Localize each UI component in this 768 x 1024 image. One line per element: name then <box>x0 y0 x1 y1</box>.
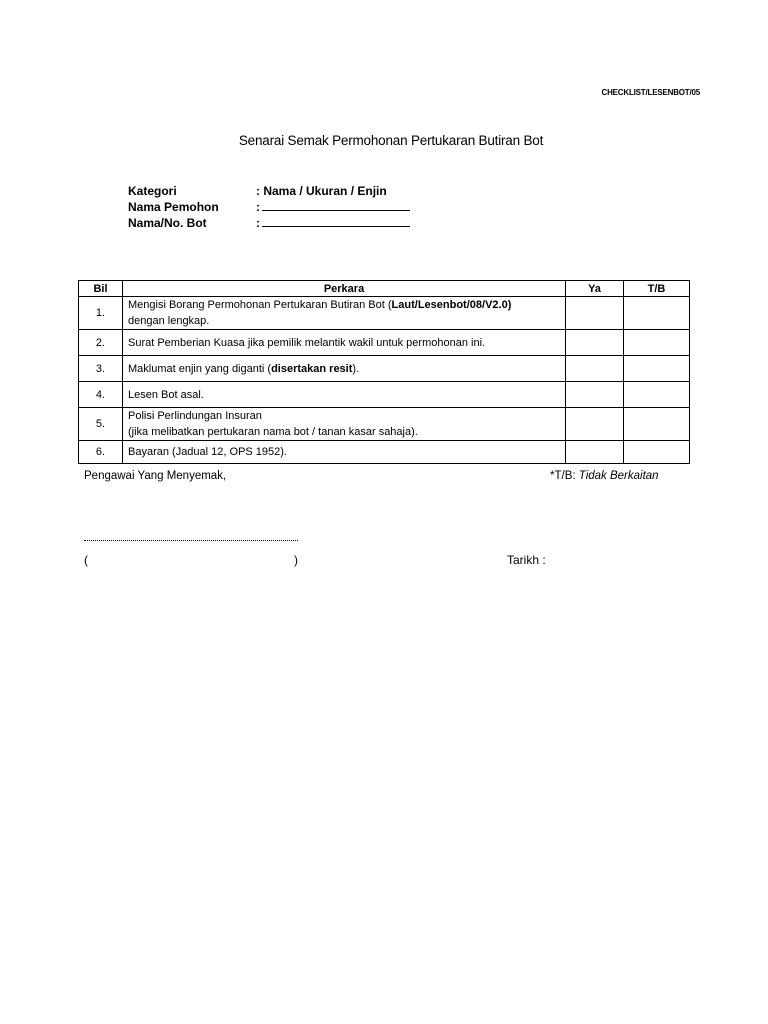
tb-footnote-prefix: *T/B: <box>550 470 579 482</box>
table-row <box>79 408 690 441</box>
row-perkara <box>123 297 566 330</box>
row-ya-checkbox[interactable] <box>566 382 624 408</box>
document-code: CHECKLIST/LESENBOT/05 <box>601 88 700 97</box>
checklist-table <box>78 280 690 464</box>
page-title: Senarai Semak Permohonan Pertukaran Butiran Bot <box>238 133 544 148</box>
row-tb-checkbox[interactable] <box>624 297 690 330</box>
nama-pemohon-field[interactable] <box>256 199 410 215</box>
info-row-nama-bot <box>128 215 410 231</box>
table-row <box>79 382 690 408</box>
row-perkara: Surat Pemberian Kuasa jika pemilik melantik wakil untuk permohonan ini. <box>123 330 566 356</box>
row-ya-checkbox[interactable] <box>566 330 624 356</box>
row-bil: 1. <box>79 297 123 330</box>
row-bil: 2. <box>79 330 123 356</box>
perkara-text: Mengisi Borang Permohonan Pertukaran Butiran Bot ( <box>128 299 392 311</box>
table-row <box>79 441 690 464</box>
tb-footnote-text: Tidak Berkaitan <box>578 470 659 482</box>
row-tb-checkbox[interactable] <box>624 382 690 408</box>
row-perkara <box>123 356 566 382</box>
row-tb-checkbox[interactable] <box>624 441 690 464</box>
row-perkara <box>123 408 566 441</box>
kategori-value: : Nama / Ukuran / Enjin <box>256 184 387 198</box>
row-tb-checkbox[interactable] <box>624 356 690 382</box>
nama-bot-colon: : <box>256 216 260 230</box>
perkara-bold-text: disertakan resit <box>271 362 353 375</box>
header-bil: Bil <box>79 281 123 297</box>
perkara-form-code: Laut/Lesenbot/08/V2.0) <box>391 299 512 311</box>
kategori-label: Kategori <box>128 184 177 198</box>
nama-pemohon-colon: : <box>256 200 260 214</box>
row-bil: 6. <box>79 441 123 464</box>
nama-bot-blank[interactable] <box>262 215 410 227</box>
name-paren-open: ( <box>84 553 88 567</box>
nama-pemohon-label: Nama Pemohon <box>128 200 219 214</box>
signature-line[interactable] <box>84 540 298 541</box>
row-perkara-line1: Polisi Perlindungan Insuran <box>128 410 262 422</box>
perkara-text-end: ). <box>352 362 360 375</box>
name-paren-close: ) <box>294 553 298 567</box>
nama-bot-label: Nama/No. Bot <box>128 216 207 230</box>
row-perkara: Bayaran (Jadual 12, OPS 1952). <box>123 441 566 464</box>
row-bil: 3. <box>79 356 123 382</box>
row-tb-checkbox[interactable] <box>624 408 690 441</box>
table-row <box>79 330 690 356</box>
nama-pemohon-blank[interactable] <box>262 199 410 211</box>
table-row <box>79 356 690 382</box>
table-header-row <box>79 281 690 297</box>
table-row <box>79 297 690 330</box>
row-ya-checkbox[interactable] <box>566 441 624 464</box>
header-ya: Ya <box>566 281 624 297</box>
row-perkara-line1 <box>128 297 560 313</box>
header-perkara: Perkara <box>123 281 566 297</box>
row-perkara-line2: dengan lengkap. <box>128 315 210 327</box>
info-row-nama-pemohon <box>128 199 410 215</box>
tb-footnote <box>550 470 659 482</box>
row-ya-checkbox[interactable] <box>566 356 624 382</box>
header-tb: T/B <box>624 281 690 297</box>
date-label: Tarikh : <box>507 553 546 567</box>
row-perkara-line2: (jika melibatkan pertukaran nama bot / tanan kasar sahaja). <box>128 426 418 438</box>
perkara-text: Maklumat enjin yang diganti ( <box>128 362 272 375</box>
row-perkara: Lesen Bot asal. <box>123 382 566 408</box>
row-ya-checkbox[interactable] <box>566 297 624 330</box>
row-ya-checkbox[interactable] <box>566 408 624 441</box>
row-tb-checkbox[interactable] <box>624 330 690 356</box>
examiner-label: Pengawai Yang Menyemak, <box>84 470 227 482</box>
row-bil: 5. <box>79 408 123 441</box>
applicant-info <box>128 183 410 231</box>
info-row-kategori <box>128 183 410 199</box>
nama-bot-field[interactable] <box>256 215 410 231</box>
row-bil: 4. <box>79 382 123 408</box>
